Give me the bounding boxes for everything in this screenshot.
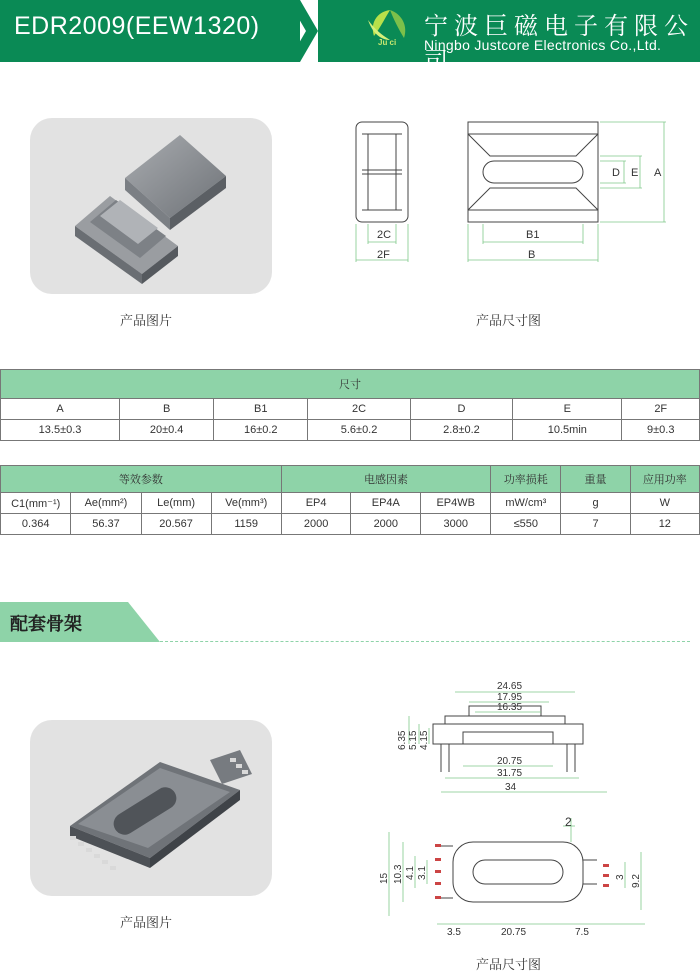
dimension-table-title: 尺寸 bbox=[1, 370, 700, 399]
dimension-table bbox=[0, 369, 700, 441]
bobbin-dim-h3: 4.15 bbox=[419, 730, 430, 750]
core-dimension-drawing bbox=[340, 112, 680, 272]
bobbin-dim-w2: 17.95 bbox=[497, 692, 523, 703]
bobbin-dim-b3: 34 bbox=[505, 782, 517, 793]
dim-label-2f: 2F bbox=[377, 249, 390, 261]
param-subheader: Ve(mm³) bbox=[211, 493, 281, 514]
bobbin-dim-w1: 24.65 bbox=[497, 681, 523, 692]
dim-header: 2F bbox=[622, 399, 700, 420]
dim-label-e: E bbox=[631, 167, 639, 179]
ferrite-core-image bbox=[30, 118, 272, 294]
param-group-loss: 功率损耗 bbox=[491, 466, 561, 493]
bobbin-dim-l3: 4.1 bbox=[405, 866, 416, 880]
param-value: 20.567 bbox=[141, 514, 211, 535]
bobbin-dim-b2: 31.75 bbox=[497, 768, 523, 779]
param-group-power: 应用功率 bbox=[630, 466, 699, 493]
dim-header: D bbox=[410, 399, 512, 420]
param-value: 56.37 bbox=[71, 514, 141, 535]
dim-label-b: B bbox=[528, 249, 536, 261]
dim-header: B1 bbox=[214, 399, 308, 420]
bobbin-dim-l1: 15 bbox=[379, 872, 390, 884]
dim-value: 2.8±0.2 bbox=[410, 420, 512, 441]
bobbin-dim-s2: 20.75 bbox=[501, 927, 527, 938]
param-value: 3000 bbox=[421, 514, 491, 535]
bobbin-photo-caption: 产品图片 bbox=[120, 916, 173, 931]
dim-header: B bbox=[120, 399, 214, 420]
company-name-en: Ningbo Justcore Electronics Co.,Ltd. bbox=[424, 37, 662, 53]
dim-value: 5.6±0.2 bbox=[308, 420, 410, 441]
param-subheader: EP4A bbox=[351, 493, 421, 514]
param-subheader: Ae(mm²) bbox=[71, 493, 141, 514]
bobbin-dim-b1: 20.75 bbox=[497, 756, 523, 767]
parameter-table bbox=[0, 465, 700, 535]
dim-label-d: D bbox=[612, 167, 620, 179]
param-value: ≤550 bbox=[491, 514, 561, 535]
bobbin-dim-h1: 6.35 bbox=[397, 730, 408, 750]
param-value: 2000 bbox=[281, 514, 351, 535]
bobbin-photo bbox=[30, 720, 272, 896]
param-subheader: C1(mm⁻¹) bbox=[1, 493, 71, 514]
param-group-equiv: 等效参数 bbox=[1, 466, 282, 493]
bobbin-image bbox=[30, 720, 272, 896]
dim-header: 2C bbox=[308, 399, 410, 420]
core-drawing-caption: 产品尺寸图 bbox=[476, 314, 542, 329]
bobbin-dim-s3: 7.5 bbox=[575, 927, 589, 938]
param-value: 1159 bbox=[211, 514, 281, 535]
bobbin-section-title: 配套骨架 bbox=[10, 614, 82, 635]
company-name-cn: 宁波巨磁电子有限公司 bbox=[424, 12, 694, 75]
dim-header: E bbox=[513, 399, 622, 420]
bobbin-dim-h2: 5.15 bbox=[408, 730, 419, 750]
bobbin-bottom-drawing bbox=[375, 812, 665, 940]
param-subheader: W bbox=[630, 493, 699, 514]
dim-label-b1: B1 bbox=[526, 229, 540, 241]
param-subheader: Le(mm) bbox=[141, 493, 211, 514]
param-subheader: g bbox=[561, 493, 630, 514]
param-value: 7 bbox=[561, 514, 630, 535]
param-group-weight: 重量 bbox=[561, 466, 630, 493]
bobbin-dim-r2: 9.2 bbox=[631, 874, 642, 888]
param-subheader: mW/cm³ bbox=[491, 493, 561, 514]
logo-lettering: Ju ci bbox=[378, 38, 397, 47]
param-value: 2000 bbox=[351, 514, 421, 535]
dim-label-2c: 2C bbox=[377, 229, 392, 241]
section-divider bbox=[160, 641, 690, 642]
bobbin-dim-l4: 3.1 bbox=[417, 866, 428, 880]
bobbin-dim-l2: 10.3 bbox=[393, 864, 404, 884]
param-group-inductance: 电感因素 bbox=[281, 466, 490, 493]
bobbin-dim-pin: 2 bbox=[565, 815, 572, 829]
bobbin-dim-w3: 16.35 bbox=[497, 702, 523, 713]
dim-value: 10.5min bbox=[513, 420, 622, 441]
dim-label-a: A bbox=[654, 167, 662, 179]
bobbin-dim-r1: 3 bbox=[615, 874, 626, 880]
bobbin-top-drawing bbox=[385, 672, 635, 802]
bobbin-drawing-caption: 产品尺寸图 bbox=[476, 958, 542, 973]
dim-value: 9±0.3 bbox=[622, 420, 700, 441]
dim-value: 20±0.4 bbox=[120, 420, 214, 441]
param-value: 0.364 bbox=[1, 514, 71, 535]
dim-value: 16±0.2 bbox=[214, 420, 308, 441]
bobbin-dim-s1: 3.5 bbox=[447, 927, 461, 938]
param-subheader: EP4 bbox=[281, 493, 351, 514]
core-photo-caption: 产品图片 bbox=[120, 314, 173, 329]
param-value: 12 bbox=[630, 514, 699, 535]
model-title: EDR2009(EEW1320) bbox=[14, 12, 260, 40]
core-photo bbox=[30, 118, 272, 294]
dim-value: 13.5±0.3 bbox=[1, 420, 120, 441]
dim-header: A bbox=[1, 399, 120, 420]
param-subheader: EP4WB bbox=[421, 493, 491, 514]
